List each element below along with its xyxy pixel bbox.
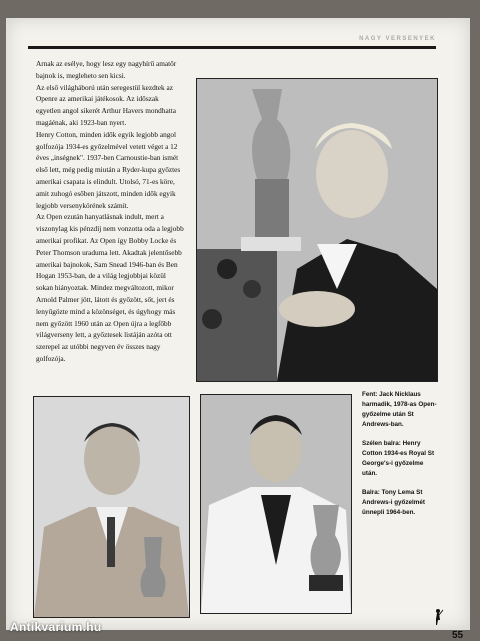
section-header: NAGY VERSENYEK <box>359 36 436 42</box>
paragraph-3: Henry Cotton, minden idők egyik legjobb angol golfozója 1934-es győzelmével vetett véget a 12 éves „inségnek". 1937-ben Carnoustie-ban ismét első lett, még pedig miután a Ryder-kupa győztes amerikai csapata is elindult. Utolsó, 71-es köre, amit zuhogó esőben játszott, minden idők egyik legjobb versenykörének számít. <box>36 129 181 210</box>
caption-far-left: Szélen balra: Henry Cotton 1934-es Royal St George's-i győzelme után. <box>362 440 435 477</box>
header-rule <box>28 46 436 49</box>
photo-henry-cotton <box>33 396 190 618</box>
caption-left: Balra: Tony Lema St Andrews-i győzelmét ünnepli 1964-ben. <box>362 489 425 516</box>
photo-captions <box>362 390 440 527</box>
caption-top: Fent: Jack Nicklaus harmadik, 1978-as Open-győzelme után St Andrews-ban. <box>362 391 437 428</box>
paragraph-4: Az Open ezután hanyatlásnak indult, mert a viszonylag kis pénzdíj nem vonzotta oda a legjobb amerikai profikat. Az Open így Bobby Locke és Peter Thomson uraduma lett. Akadtak jelentősebb amerikai bajnokok, Sam Snead 1946-ban és Ben Hogan 1953-ban, de a világ legjobbjai közül sokan hiányoztak. Mindez megváltozott, mikor Arnold Palmer jött, látott és győzött, sőt, jert és lenyűgözte mind a közönséget, és úgyhogy más nem győzött 1960 után az Open újra a legfőbb világverseny lett, a győztesek listáján azóta ott szerepel az utóbbi negyven év összes nagy golfozója. <box>36 212 184 363</box>
body-text-column <box>36 58 184 365</box>
photo-nicklaus-trophy <box>196 78 438 382</box>
golfer-icon <box>432 608 444 626</box>
page-number: 55 <box>452 630 464 641</box>
book-page <box>6 18 470 641</box>
watermark: Antikvarium.hu <box>10 620 102 634</box>
paragraph-1: Arnak az esélye, hogy lesz egy nagyhírű amatőr bajnok is, megleheto sen kicsi. <box>36 59 177 80</box>
photo-tony-lema <box>200 394 352 614</box>
paragraph-2: Az első világháború után seregestül kezdtek az Openre az amerikai játékosok. Az időszak egyetlen angol sikerét Arthur Havers mondhatta magáénak, aki 1923-ban nyert. <box>36 82 177 127</box>
